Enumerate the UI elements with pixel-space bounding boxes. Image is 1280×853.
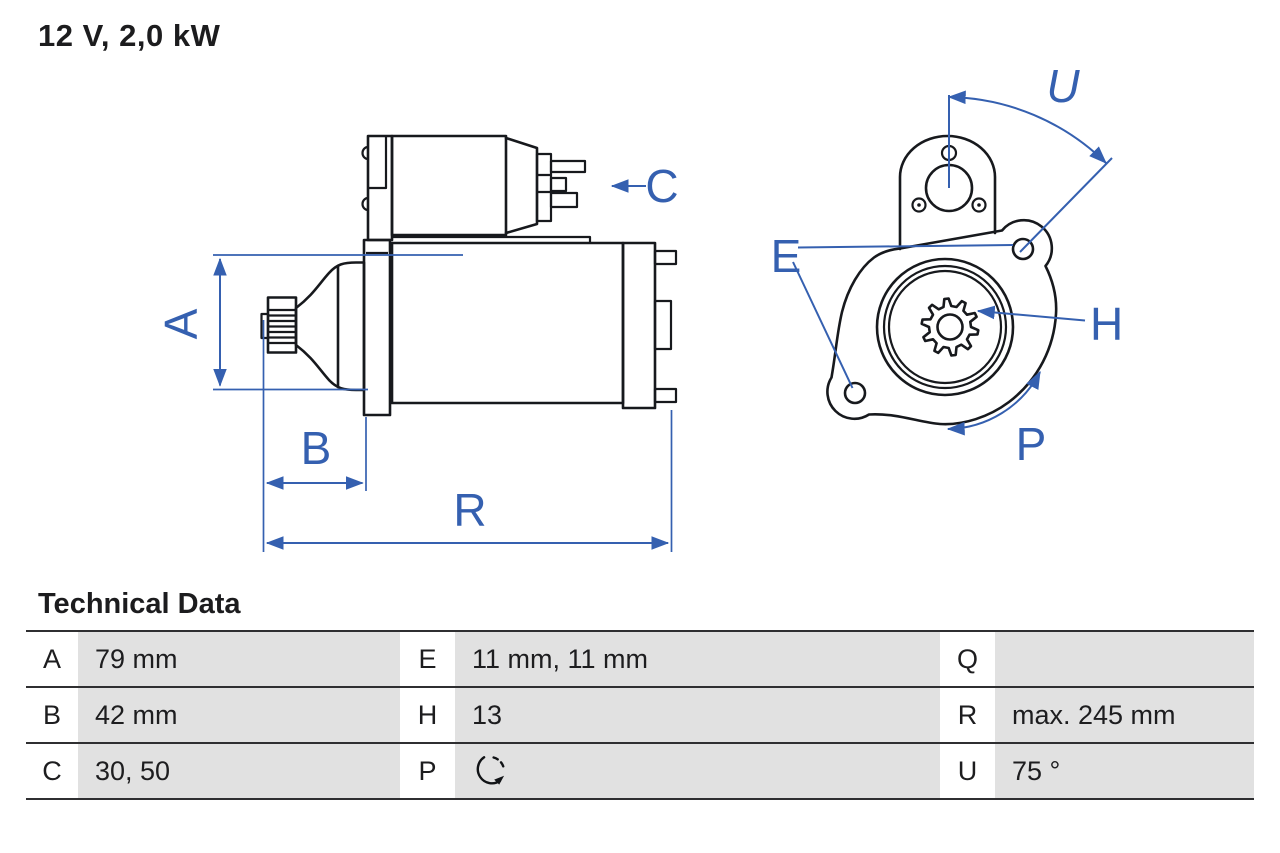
terminal-stud <box>551 161 585 172</box>
rivet-left-dot <box>917 203 921 207</box>
param-key: P <box>400 744 455 798</box>
pinion-side <box>268 298 296 353</box>
param-value <box>995 632 1254 686</box>
param-key: B <box>26 688 78 742</box>
rotation-clockwise-icon <box>472 753 508 789</box>
drive-end-housing <box>296 263 364 391</box>
param-value: 75 ° <box>995 744 1254 798</box>
bolt-hole-lower-left <box>845 383 865 403</box>
pinion-center-hole <box>938 315 963 340</box>
param-value <box>455 744 940 798</box>
param-key: Q <box>940 632 995 686</box>
dim-e-line-left <box>793 262 853 388</box>
param-value: 30, 50 <box>78 744 400 798</box>
dim-h-line <box>978 311 1085 321</box>
terminal-block <box>537 154 551 221</box>
param-value: 42 mm <box>78 688 400 742</box>
param-value: 11 mm, 11 mm <box>455 632 940 686</box>
pinion-teeth-lines <box>268 310 296 343</box>
rivet-right-dot <box>977 203 981 207</box>
side-view-dimensions <box>155 160 679 552</box>
technical-data-table <box>26 630 1254 800</box>
param-key: R <box>940 688 995 742</box>
boss-ring-inner <box>889 271 1001 383</box>
table-row <box>26 632 1254 688</box>
rear-end-bracket <box>623 243 655 408</box>
terminal-spade <box>551 178 566 191</box>
solenoid-body <box>392 136 506 235</box>
dim-label-r: R <box>453 484 487 536</box>
dim-label-e: E <box>770 230 802 282</box>
table-heading: Technical Data <box>38 588 241 620</box>
dim-label-b: B <box>300 422 332 474</box>
dim-u-ear-line <box>1020 158 1112 252</box>
param-value: 79 mm <box>78 632 400 686</box>
dim-e-line-right <box>798 245 1013 248</box>
rear-tab-top <box>655 251 676 264</box>
dim-label-p: P <box>1015 418 1047 470</box>
motor-body <box>392 243 623 403</box>
param-key: A <box>26 632 78 686</box>
param-value: 13 <box>455 688 940 742</box>
page-title: 12 V, 2,0 kW <box>38 18 221 53</box>
dim-label-a: A <box>155 308 207 340</box>
boss-ring-middle <box>884 266 1006 388</box>
dim-label-u: U <box>1046 60 1080 112</box>
bracket-notch <box>368 137 386 188</box>
starter-motor-side-view <box>262 136 677 415</box>
param-key: H <box>400 688 455 742</box>
table-row <box>26 744 1254 800</box>
table-row <box>26 688 1254 744</box>
rear-tab-bottom <box>655 389 676 402</box>
solenoid-cap <box>506 138 537 233</box>
pinion-gear-teeth <box>922 299 979 356</box>
starter-motor-front-view <box>827 136 1056 424</box>
boss-ring-outer <box>877 259 1013 395</box>
dim-label-h: H <box>1090 298 1124 350</box>
rear-boss <box>655 301 671 349</box>
param-key: C <box>26 744 78 798</box>
top-mounting-tab <box>900 136 995 249</box>
param-value: max. 245 mm <box>995 688 1254 742</box>
param-key: E <box>400 632 455 686</box>
terminal-block-lines <box>537 175 551 192</box>
dim-u-arc <box>949 97 1106 163</box>
param-key: U <box>940 744 995 798</box>
terminal-lower <box>551 193 577 207</box>
dim-label-c: C <box>645 160 679 212</box>
